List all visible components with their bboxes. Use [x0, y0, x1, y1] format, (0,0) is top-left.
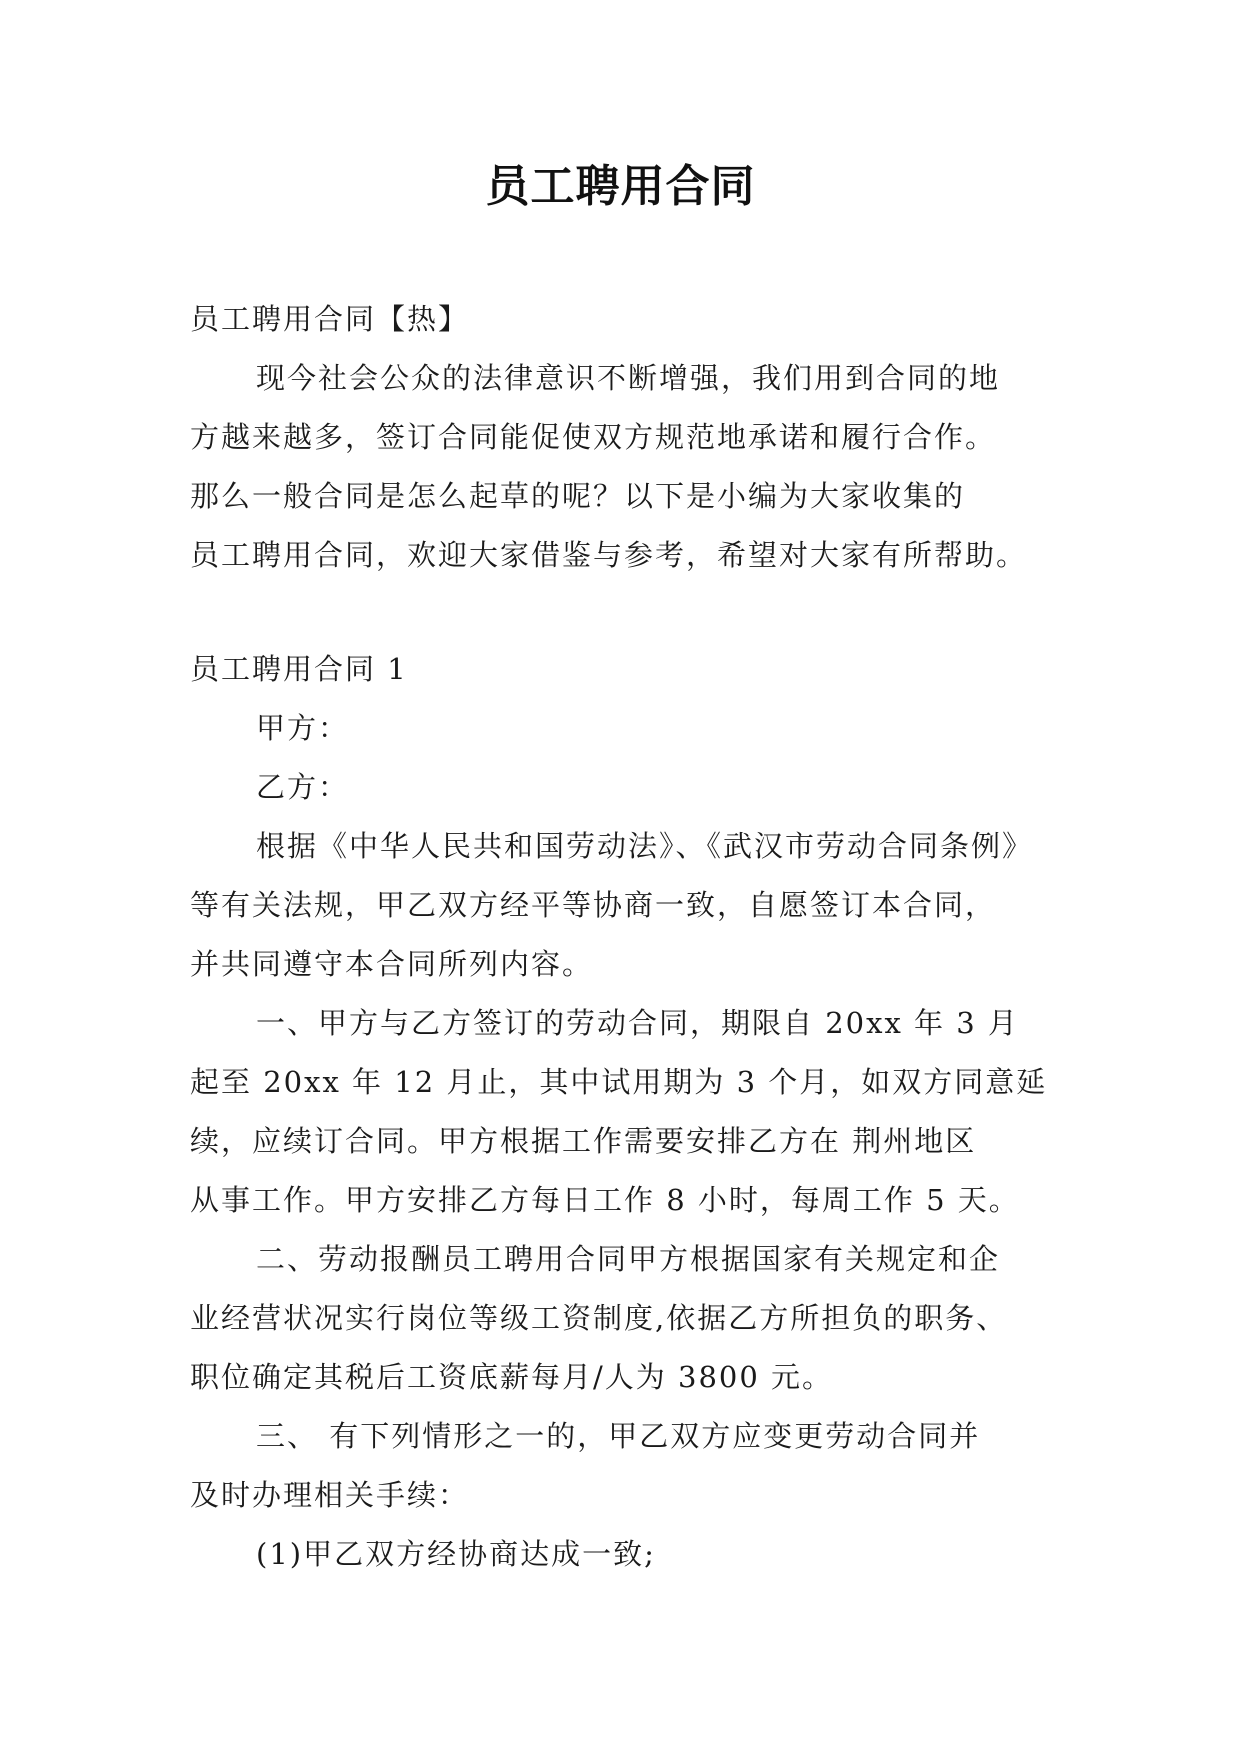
clause-1-line: 一、甲方与乙方签订的劳动合同，期限自 20xx 年 3 月 [256, 1006, 1019, 1040]
basis-line: 根据《中华人民共和国劳动法》、《武汉市劳动合同条例》 [256, 829, 1034, 863]
party-a-label: 甲方： [256, 711, 350, 745]
clause-2-line: 职位确定其税后工资底薪每月/人为 3800 元。 [190, 1360, 834, 1394]
basis-line: 等有关法规，甲乙双方经平等协商一致，自愿签订本合同， [190, 888, 997, 922]
clause-2-line: 二、劳动报酬员工聘用合同甲方根据国家有关规定和企 [256, 1242, 1001, 1276]
document-title: 员工聘用合同 [485, 161, 756, 212]
document-body [190, 290, 1060, 1584]
hot-heading: 员工聘用合同【热】 [190, 302, 470, 336]
clause-1-line: 起至 20xx 年 12 月止，其中试用期为 3 个月，如双方同意延 [190, 1065, 1048, 1099]
intro-line: 员工聘用合同，欢迎大家借鉴与参考，希望对大家有所帮助。 [190, 538, 1028, 572]
clause-1-line: 续，应续订合同。甲方根据工作需要安排乙方在 荆州地区 [190, 1124, 977, 1158]
basis-line: 并共同遵守本合同所列内容。 [190, 947, 594, 981]
paragraph-gap [190, 585, 1060, 640]
clause-2-line: 业经营状况实行岗位等级工资制度,依据乙方所担负的职务、 [190, 1301, 1008, 1335]
intro-line: 那么一般合同是怎么起草的呢？以下是小编为大家收集的 [190, 479, 966, 513]
section-heading: 员工聘用合同 1 [190, 652, 408, 686]
clause-3-item-1: (1)甲乙双方经协商达成一致; [256, 1537, 656, 1571]
clause-1-line: 从事工作。甲方安排乙方每日工作 8 小时，每周工作 5 天。 [190, 1183, 1020, 1217]
party-b-label: 乙方： [256, 770, 350, 804]
intro-line: 方越来越多，签订合同能促使双方规范地承诺和履行合作。 [190, 420, 997, 454]
clause-3-line: 及时办理相关手续： [190, 1478, 470, 1512]
clause-3-line: 三、 有下列情形之一的，甲乙双方应变更劳动合同并 [256, 1419, 981, 1453]
intro-line: 现今社会公众的法律意识不断增强，我们用到合同的地 [256, 361, 1001, 395]
